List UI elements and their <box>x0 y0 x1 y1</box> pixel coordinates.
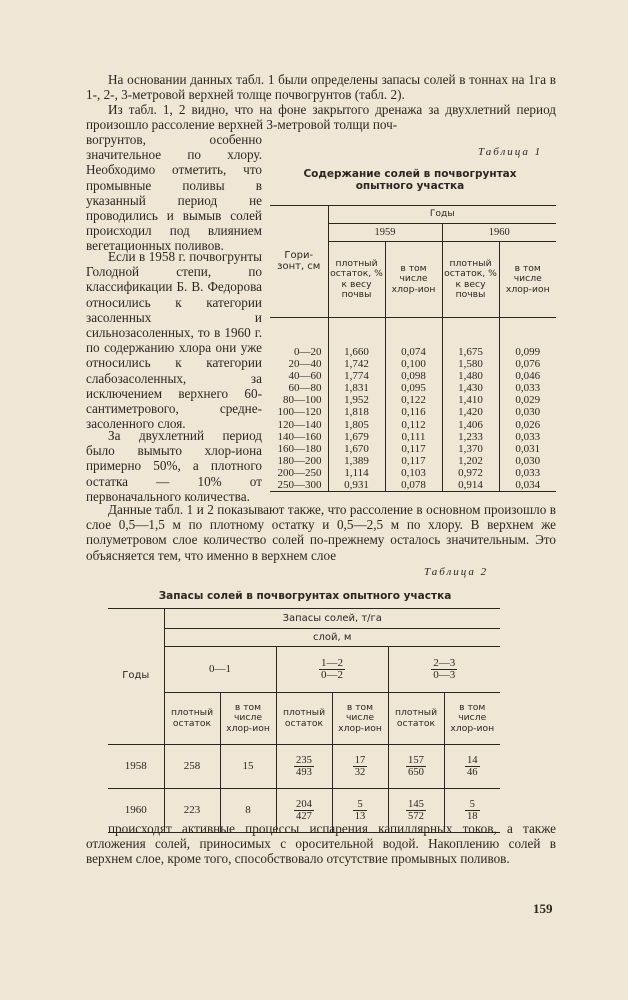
table-1-years-header: Годы <box>328 206 556 224</box>
table-2-value-cell: 8 <box>220 789 276 833</box>
table-2-dry-header-1: плотный остаток <box>164 693 220 745</box>
table-1-year-1960: 1960 <box>442 224 556 242</box>
value-denominator: 427 <box>296 811 312 822</box>
paragraph-2-continued: вогрунтов, особенно значительное по хлору. Необходимо отметить, что промывные поливы в указанный период не проводились и вымыв солей происходил под влиянием вегетационных поливов. <box>86 132 262 254</box>
table-2-year-cell: 1960 <box>108 789 164 833</box>
value-fraction <box>465 799 480 823</box>
page-number: 159 <box>533 901 553 916</box>
layer-fraction <box>319 658 345 682</box>
table-2-layer-header: слой, м <box>164 629 500 647</box>
table-2-layer-0-1: 0—1 <box>164 647 276 693</box>
table-2-chlor-header-3: в том числе хлор-ион <box>444 693 500 745</box>
table-1-chlor-header-1959: в том числе хлор-ион <box>385 242 442 318</box>
paragraph-5: Данные табл. 1 и 2 показывают также, что рассоление в основном произошло в слое 0,5—1,5 м по плотному остатку и 0,5—2,5 м по хлору. В верхнем же полуметровом слое количество солей по-прежнему осталось значительным. Это объясняется тем, что именно в верхнем слое <box>86 502 556 563</box>
value-denominator: 572 <box>408 811 424 822</box>
paragraph-6: происходят активные процессы испарения капиллярных токов, а также отложения солей, приносимых с оросительной водой. Накоплению солей в верхнем слое, кроме того, способствовало отсутствие промывных поливов. <box>86 821 556 867</box>
table-1-dry-residue-header-1959: плотный остаток, % к весу почвы <box>328 242 385 318</box>
table-2-dry-header-2: плотный остаток <box>276 693 332 745</box>
value-denominator: 650 <box>408 767 424 778</box>
paragraph-4: За двухлетний период было вымыто хлор-иона примерно 50%, а плотного остатка — 10% от первоначального количества. <box>86 428 262 504</box>
table-1-dry-residue-header-1960: плотный остаток, % к весу почвы <box>442 242 499 318</box>
value-denominator: 13 <box>354 811 366 822</box>
table-2-fraction-cell <box>444 745 500 789</box>
value-fraction <box>406 799 426 823</box>
table-2-value-cell: 15 <box>220 745 276 789</box>
table-2-year-cell: 1958 <box>108 745 164 789</box>
table-1-caption: Таблица 1 <box>478 146 543 158</box>
table-1-dry-1960-column: 1,675 1,580 1,480 1,430 1,410 1,420 1,406 1,233 1,370 1,202 0,972 0,914 <box>442 318 499 492</box>
value-fraction <box>294 755 314 779</box>
table-2-row-1958 <box>108 745 500 789</box>
table-2-value-cell: 223 <box>164 789 220 833</box>
layer-fraction <box>431 658 457 682</box>
layer-numerator: 2—3 <box>433 656 456 669</box>
value-fraction <box>353 799 368 823</box>
value-numerator: 5 <box>465 799 480 812</box>
table-1-horizons-column: 0—20 20—40 40—60 60—80 80—100 100—120 120—140 140—160 160—180 180—200 200—250 250—300 <box>270 318 328 492</box>
layer-denominator: 0—3 <box>433 669 456 681</box>
table-2-chlor-header-1: в том числе хлор-ион <box>220 693 276 745</box>
value-numerator: 14 <box>466 754 478 766</box>
table-1-horizon-header: Гори-зонт, см <box>270 206 328 318</box>
table-1-chlor-header-1960: в том числе хлор-ион <box>499 242 556 318</box>
paragraph-1: На основании данных табл. 1 были определены запасы солей в тоннах на 1га в 1-, 2-, 3-метровой верхней толще почвогрунтов (табл. 2). <box>86 72 556 103</box>
layer-denominator: 0—2 <box>321 669 343 681</box>
table-2-value-cell: 258 <box>164 745 220 789</box>
table-2-years-header: Годы <box>108 609 164 745</box>
table-2-fraction-cell <box>388 745 444 789</box>
table-2-fraction-cell <box>276 745 332 789</box>
table-2-dry-header-3: плотный остаток <box>388 693 444 745</box>
table-1-year-1959: 1959 <box>328 224 442 242</box>
table-1-dry-1959-column: 1,660 1,742 1,774 1,831 1,952 1,818 1,805 1,679 1,670 1,389 1,114 0,931 <box>328 318 385 492</box>
table-2-chlor-header-2: в том числе хлор-ион <box>332 693 388 745</box>
value-fraction <box>406 755 426 779</box>
paragraph-2-full: Из табл. 1, 2 видно, что на фоне закрытого дренажа за двухлетний период произошло рассоление верхней 3-метровой толщи поч- <box>86 102 556 133</box>
table-1-chlor-1959-column: 0,074 0,100 0,098 0,095 0,122 0,116 0,112 0,111 0,117 0,117 0,103 0,078 <box>385 318 442 492</box>
value-numerator: 235 <box>296 754 312 766</box>
table-1 <box>270 205 556 492</box>
value-denominator: 46 <box>466 767 478 778</box>
layer-numerator: 1—2 <box>321 656 343 669</box>
value-numerator: 157 <box>408 754 424 766</box>
table-1-title: Содержание солей в почвогрунтах опытного участка <box>303 168 517 192</box>
value-numerator: 145 <box>408 798 424 810</box>
value-denominator: 32 <box>354 767 366 778</box>
table-2-title: Запасы солей в почвогрунтах опытного участка <box>158 590 452 602</box>
table-2-stock-header: Запасы солей, т/га <box>164 609 500 629</box>
table-2-layer-2-3 <box>388 647 500 693</box>
value-denominator: 18 <box>466 811 478 822</box>
paragraph-3: Если в 1958 г. почвогрунты Голодной степи, по классификации Б. В. Федорова относились к категории засоленных и сильнозасоленных, то в 1960 г. по содержанию хлора они уже относились к категории слабозасоленных, за исключением верхнего 60-сантиметрового, средне-засоленного слоя. <box>86 249 262 432</box>
value-numerator: 204 <box>296 798 312 810</box>
table-2 <box>108 608 500 833</box>
value-fraction <box>465 755 480 779</box>
value-numerator: 17 <box>354 754 366 766</box>
table-1-chlor-1960-column: 0,099 0,076 0,046 0,033 0,029 0,030 0,026 0,033 0,031 0,030 0,033 0,034 <box>499 318 556 492</box>
table-2-caption: Таблица 2 <box>424 566 489 578</box>
value-numerator: 5 <box>353 799 368 812</box>
value-fraction <box>353 755 368 779</box>
table-2-fraction-cell <box>332 745 388 789</box>
table-2-layer-1-2 <box>276 647 388 693</box>
value-denominator: 493 <box>296 767 312 778</box>
value-fraction <box>294 799 314 823</box>
